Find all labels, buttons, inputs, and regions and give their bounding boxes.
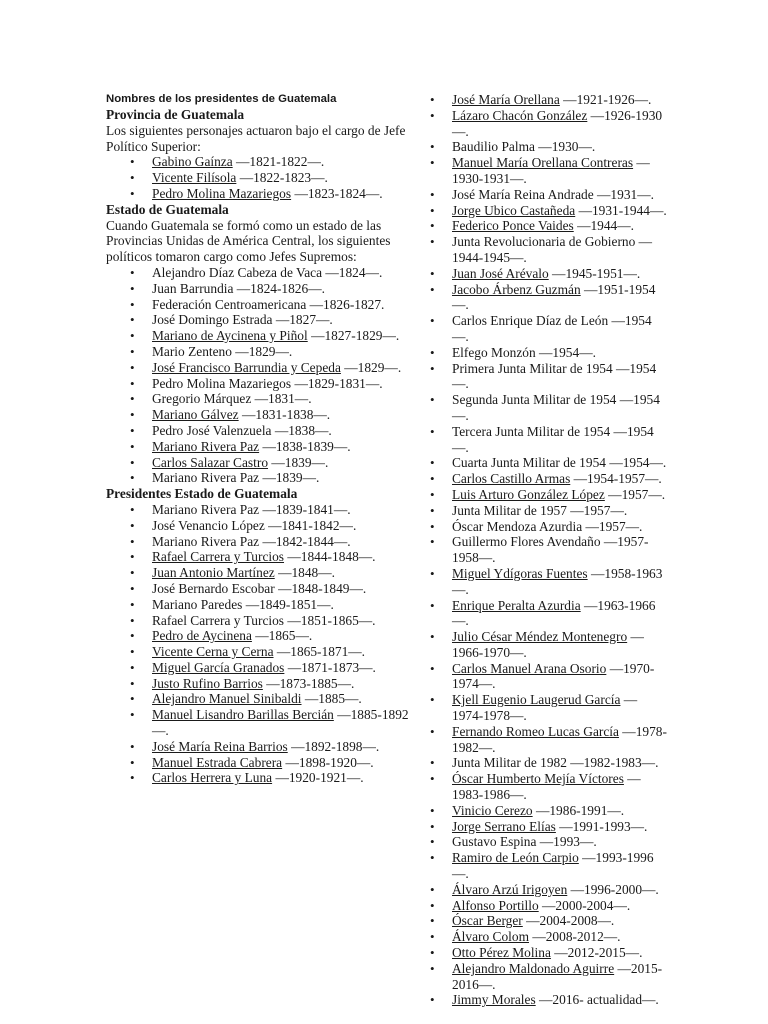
term-dates: —1824-1826—. (233, 280, 325, 296)
president-list (428, 92, 668, 1008)
term-dates: —1945-1951—. (548, 265, 641, 281)
term-dates: —1871-1873—. (284, 659, 376, 675)
list-item (452, 882, 668, 898)
president-link[interactable]: Mariano de Aycinena y Piñol (152, 328, 308, 344)
term-dates: —1983-1986—. (452, 771, 641, 803)
president-name: José Bernardo Escobar (152, 580, 275, 596)
list-item (152, 549, 416, 565)
president-link[interactable]: José Francisco Barrundia y Cepeda (152, 359, 341, 375)
president-name: José Venancio López (152, 517, 265, 533)
list-item (452, 913, 668, 929)
president-list (106, 502, 416, 786)
right-column (428, 92, 668, 1008)
president-link[interactable]: Pedro Molina Mazariegos (152, 185, 292, 201)
president-link[interactable]: Kjell Eugenio Laugerud García (452, 692, 621, 708)
term-dates: —2008-2012—. (529, 929, 621, 945)
term-dates: —1827-1829—. (307, 328, 400, 344)
list-item (152, 707, 416, 739)
list-item (152, 376, 416, 392)
president-link[interactable]: Lázaro Chacón González (452, 107, 588, 123)
president-link[interactable]: Federico Ponce Vaides (452, 218, 574, 234)
list-item (152, 518, 416, 534)
president-link[interactable]: Vicente Filísola (152, 170, 237, 186)
list-item (152, 297, 416, 313)
term-dates: —1954—. (452, 392, 660, 423)
term-dates: —1993-1996—. (452, 850, 654, 882)
term-dates: —1978-1982—. (452, 723, 667, 755)
president-link[interactable]: Álvaro Colom (452, 929, 529, 945)
term-dates: —1848-1849—. (274, 580, 367, 596)
term-dates: —2000-2004—. (538, 897, 631, 913)
president-link[interactable]: Gabino Gaínza (152, 154, 233, 170)
term-dates: —1958-1963—. (452, 565, 663, 597)
list-item (452, 471, 668, 487)
term-dates: —1831—. (251, 391, 312, 407)
list-item (452, 598, 668, 630)
section-intro: Los siguientes personajes actuaron bajo el cargo de Jefe Político Superior: (106, 122, 406, 154)
term-dates: —1821-1822—. (232, 154, 325, 170)
president-name: Cuarta Junta Militar de 1954 (452, 455, 606, 471)
list-item (452, 724, 668, 756)
president-name: Junta Militar de 1957 (452, 502, 567, 518)
list-item (452, 234, 668, 266)
president-name: Tercera Junta Militar de 1954 (452, 423, 611, 439)
term-dates: —1957-1958—. (452, 534, 649, 566)
list-item (452, 392, 668, 424)
president-name: Mariano Rivera Paz (152, 470, 260, 486)
section-provincia (106, 107, 416, 202)
list-item (152, 360, 416, 376)
term-dates: —1991-1993—. (555, 818, 648, 834)
term-dates: —1839—. (259, 470, 320, 486)
term-dates: —1842-1844—. (259, 533, 351, 549)
president-name: Baudilio Palma (452, 139, 535, 155)
term-dates: —1926-1930—. (452, 107, 663, 139)
term-dates: —1954—. (452, 360, 657, 392)
term-dates: —1839-1841—. (259, 501, 351, 517)
list-item (152, 534, 416, 550)
list-item (152, 770, 416, 786)
list-item (452, 345, 668, 361)
term-dates: —1827—. (272, 312, 333, 328)
president-link[interactable]: Luis Arturo González López (452, 486, 605, 502)
term-dates: —1996-2000—. (567, 881, 659, 897)
list-item (152, 281, 416, 297)
president-name: Juan Barrundia (152, 280, 234, 296)
president-link[interactable]: Alfonso Portillo (452, 897, 539, 913)
term-dates: —1865-1871—. (273, 644, 366, 660)
section-heading: Provincia de Guatemala (106, 107, 245, 122)
list-item (452, 424, 668, 456)
term-dates: —2004-2008—. (522, 913, 615, 929)
list-item (152, 660, 416, 676)
list-item (452, 819, 668, 835)
term-dates: —1892-1898—. (287, 738, 380, 754)
term-dates: —1851-1865—. (284, 612, 376, 628)
term-dates: —1849-1851—. (242, 596, 334, 612)
term-dates: —1930-1931—. (452, 155, 650, 186)
term-dates: —1822-1823—. (236, 170, 328, 186)
list-item (152, 186, 416, 202)
list-item (452, 534, 668, 566)
term-dates: —1954-1957—. (570, 471, 662, 487)
list-item (152, 407, 416, 423)
list-item (452, 361, 668, 393)
president-link[interactable]: Enrique Peralta Azurdia (452, 597, 581, 613)
section-heading: Estado de Guatemala (106, 201, 229, 217)
term-dates: —1970-1974—. (452, 660, 655, 692)
president-link[interactable]: Miguel García Granados (152, 659, 285, 675)
president-name: Carlos Enrique Díaz de León (452, 313, 609, 329)
term-dates: —2015-2016—. (452, 960, 663, 992)
president-link[interactable]: Justo Rufino Barrios (152, 675, 263, 691)
term-dates: —1944—. (573, 218, 634, 234)
president-link[interactable]: Julio César Méndez Montenegro (452, 629, 628, 645)
president-link[interactable]: Jorge Ubico Castañeda (452, 202, 576, 218)
president-link[interactable]: Fernando Romeo Lucas García (452, 723, 619, 739)
president-link[interactable]: Miguel Ydígoras Fuentes (452, 565, 588, 581)
list-item (452, 282, 668, 314)
term-dates: —1841-1842—. (264, 517, 357, 533)
president-name: Mario Zenteno (152, 343, 232, 359)
list-item (152, 613, 416, 629)
term-dates: —1957—. (582, 518, 643, 534)
president-name: Federación Centroamericana (152, 296, 307, 312)
term-dates: —1986-1991—. (532, 802, 625, 818)
term-dates: —1951-1954—. (452, 281, 656, 313)
list-item (452, 661, 668, 693)
list-item (152, 312, 416, 328)
list-item (452, 139, 668, 155)
president-name: Óscar Mendoza Azurdia (452, 518, 583, 534)
term-dates: —1963-1966—. (452, 597, 656, 629)
president-link[interactable]: Juan Antonio Martínez (152, 565, 275, 581)
president-name: Pedro Molina Mazariegos (152, 375, 292, 391)
list-item (152, 439, 416, 455)
president-link[interactable]: Carlos Herrera y Luna (152, 770, 273, 786)
list-item (452, 961, 668, 993)
list-item (452, 929, 668, 945)
term-dates: —1966-1970—. (452, 629, 644, 660)
list-item (152, 739, 416, 755)
term-dates: —1838-1839—. (259, 438, 351, 454)
list-item (152, 676, 416, 692)
list-item (452, 187, 668, 203)
list-item (152, 328, 416, 344)
president-link[interactable]: Álvaro Arzú Irigoyen (452, 881, 568, 897)
term-dates: —1824—. (322, 264, 383, 280)
term-dates: —1930—. (534, 139, 596, 155)
list-item (152, 565, 416, 581)
term-dates: —1931-1944—. (575, 202, 667, 218)
president-link[interactable]: Mariano Gálvez (152, 407, 239, 423)
president-link[interactable]: Mariano Rivera Paz (152, 438, 260, 454)
list-item (452, 218, 668, 234)
president-link[interactable]: Otto Pérez Molina (452, 945, 551, 961)
term-dates: —1921-1926—. (559, 92, 652, 107)
term-dates: —1982-1983—. (566, 755, 659, 771)
list-item (452, 566, 668, 598)
term-dates: —1829—. (340, 359, 402, 375)
list-item (452, 992, 668, 1008)
president-link[interactable]: Vinicio Cerezo (452, 802, 533, 818)
list-item (452, 155, 668, 187)
term-dates: —1954—. (605, 455, 667, 471)
president-link[interactable]: Alejandro Manuel Sinibaldi (152, 691, 302, 707)
president-link[interactable]: Juan José Arévalo (452, 265, 549, 281)
president-link[interactable]: Carlos Castillo Armas (452, 471, 571, 487)
term-dates: —1885-1892—. (152, 707, 409, 739)
term-dates: —1954—. (452, 313, 652, 344)
term-dates: —1823-1824—. (291, 185, 383, 201)
president-link[interactable]: Óscar Berger (452, 913, 523, 929)
term-dates: —1944-1945—. (452, 234, 653, 265)
list-item (452, 945, 668, 961)
section-heading: Presidentes Estado de Guatemala (106, 486, 298, 502)
list-item (152, 265, 416, 281)
term-dates: —1993—. (536, 834, 597, 850)
term-dates: —1974-1978—. (452, 692, 638, 724)
list-item (152, 423, 416, 439)
president-link[interactable]: Vicente Cerna y Cerna (152, 644, 274, 660)
list-item (452, 455, 668, 471)
president-name: Rafael Carrera y Turcios (152, 612, 285, 628)
list-item (452, 503, 668, 519)
list-item (152, 344, 416, 360)
list-item (452, 850, 668, 882)
term-dates: —1898-1920—. (282, 754, 374, 770)
list-item (152, 170, 416, 186)
list-item (452, 898, 668, 914)
term-dates: —1954—. (535, 344, 596, 360)
list-item (152, 455, 416, 471)
president-link[interactable]: Ramiro de León Carpio (452, 850, 579, 866)
term-dates: —1844-1848—. (284, 549, 376, 565)
section-estado (106, 202, 416, 486)
list-item (452, 834, 668, 850)
president-link[interactable]: Manuel María Orellana Contreras (452, 155, 634, 171)
president-link[interactable]: José María Orellana (452, 92, 560, 107)
president-list (106, 154, 416, 201)
president-name: Gustavo Espina (452, 834, 537, 850)
president-link[interactable]: Pedro de Aycinena (152, 628, 252, 644)
list-item (452, 203, 668, 219)
section-presidentes (106, 486, 416, 786)
list-item (152, 470, 416, 486)
term-dates: —1865—. (251, 628, 313, 644)
list-item (152, 644, 416, 660)
term-dates: —1839—. (268, 454, 329, 470)
president-name: Junta Revolucionaria de Gobierno (452, 234, 636, 250)
list-item (452, 755, 668, 771)
list-item (152, 691, 416, 707)
term-dates: —2016- actualidad—. (535, 992, 659, 1008)
president-link[interactable]: Carlos Manuel Arana Osorio (452, 660, 607, 676)
president-name: Mariano Paredes (152, 596, 243, 612)
list-item (452, 771, 668, 803)
president-name: Segunda Junta Militar de 1954 (452, 392, 617, 408)
list-item (452, 803, 668, 819)
list-item (452, 266, 668, 282)
president-name: Guillermo Flores Avendaño (452, 534, 601, 550)
president-link[interactable]: Alejandro Maldonado Aguirre (452, 960, 615, 976)
president-list (106, 265, 416, 486)
president-name: Alejandro Díaz Cabeza de Vaca (152, 264, 323, 280)
president-link[interactable]: Jorge Serrano Elías (452, 818, 556, 834)
term-dates: —1831-1838—. (238, 407, 331, 423)
president-name: José María Reina Andrade (452, 186, 594, 202)
president-link[interactable]: Óscar Humberto Mejía Víctores (452, 771, 624, 787)
president-link[interactable]: Carlos Salazar Castro (152, 454, 269, 470)
list-item (452, 108, 668, 140)
term-dates: —1957—. (604, 486, 666, 502)
term-dates: —1873-1885—. (262, 675, 355, 691)
list-item (452, 92, 668, 108)
term-dates: —2012-2015—. (550, 945, 643, 961)
list-item (152, 154, 416, 170)
president-name: Mariano Rivera Paz (152, 501, 260, 517)
list-item (152, 581, 416, 597)
president-name: José Domingo Estrada (152, 312, 273, 328)
president-name: Primera Junta Militar de 1954 (452, 360, 613, 376)
term-dates: —1885—. (301, 691, 362, 707)
president-name: Pedro José Valenzuela (152, 422, 272, 438)
president-link[interactable]: José María Reina Barrios (152, 738, 288, 754)
left-column (106, 92, 416, 786)
list-item (452, 629, 668, 661)
president-link[interactable]: Manuel Lisandro Barillas Bercián (152, 707, 334, 723)
list-item (452, 313, 668, 345)
section-intro: Cuando Guatemala se formó como un estado de las Provincias Unidas de América Central, los siguientes políticos tomaron cargo como Jefes Supremos: (106, 217, 391, 265)
list-item (152, 391, 416, 407)
term-dates: —1826-1827. (306, 296, 385, 312)
term-dates: —1838—. (271, 422, 332, 438)
term-dates: —1931—. (593, 186, 654, 202)
president-link[interactable]: Jacobo Árbenz Guzmán (452, 281, 581, 297)
document-title: Nombres de los presidentes de Guatemala (106, 93, 337, 105)
list-item (452, 487, 668, 503)
term-dates: —1920-1921—. (272, 770, 364, 786)
president-name: Gregorio Márquez (152, 391, 252, 407)
president-link[interactable]: Rafael Carrera y Turcios (152, 549, 285, 565)
list-item (152, 628, 416, 644)
term-dates: —1829-1831—. (291, 375, 383, 391)
term-dates: —1954—. (452, 423, 654, 455)
president-link[interactable]: Jimmy Morales (452, 992, 536, 1008)
term-dates: —1957—. (566, 502, 628, 518)
president-name: Junta Militar de 1982 (452, 755, 567, 771)
list-item (452, 692, 668, 724)
list-item (152, 597, 416, 613)
list-item (152, 502, 416, 518)
president-link[interactable]: Manuel Estrada Cabrera (152, 754, 283, 770)
president-name: Mariano Rivera Paz (152, 533, 260, 549)
term-dates: —1848—. (274, 565, 335, 581)
term-dates: —1829—. (231, 343, 293, 359)
president-name: Elfego Monzón (452, 344, 536, 360)
list-item (152, 755, 416, 771)
list-item (452, 519, 668, 535)
